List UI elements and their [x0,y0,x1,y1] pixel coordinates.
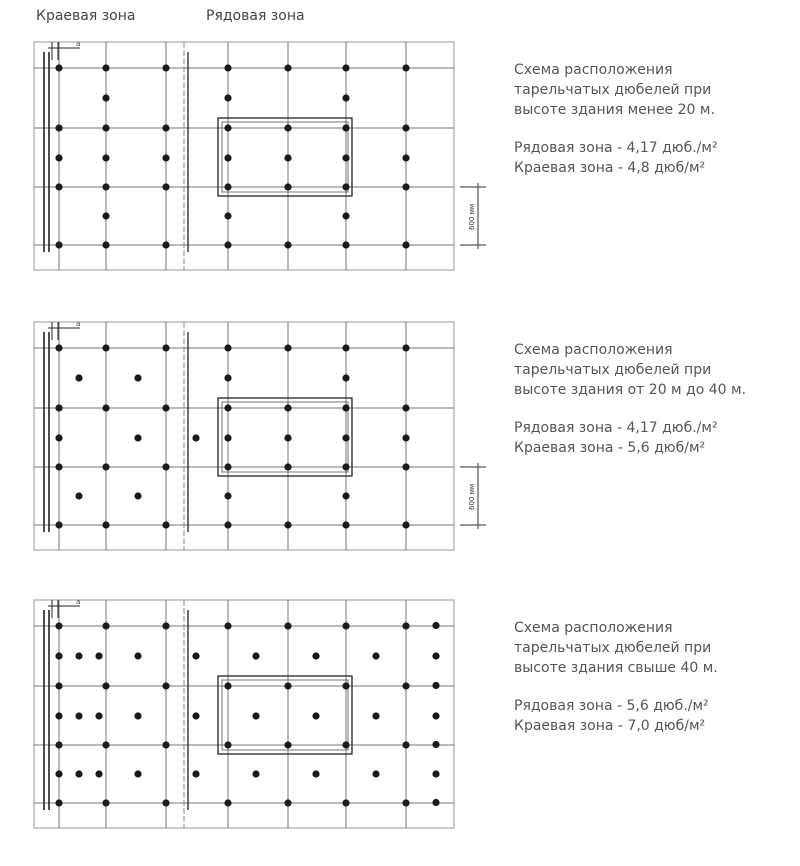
dowel-point [162,241,169,248]
scheme-title-line: тарельчатых дюбелей при [514,362,712,378]
dowel-point [102,521,109,528]
scheme-title-line: тарельчатых дюбелей при [514,640,712,656]
dowel-point [55,622,62,629]
dowel-point [284,344,291,351]
row-zone-label: Рядовая зона [206,8,305,24]
dowel-point [342,94,349,101]
dowel-point [284,183,291,190]
dowel-point [284,124,291,131]
dowel-point [284,154,291,161]
axis-label: a [76,320,81,328]
dowel-point [55,741,62,748]
dowel-point [102,94,109,101]
dowel-point [224,741,231,748]
dowel-point [102,344,109,351]
dowel-point [224,492,231,499]
dowel-point [284,799,291,806]
dowel-point [252,770,259,777]
dowel-point [55,183,62,190]
dowel-point [95,770,102,777]
dowel-point [102,154,109,161]
scheme-frame [34,42,454,270]
row-zone-density: Рядовая зона - 4,17 дюб./м² [514,140,718,156]
dowel-point [432,741,439,748]
dowel-point [162,154,169,161]
dowel-point [372,652,379,659]
dowel-point [55,241,62,248]
dowel-point [134,492,141,499]
dowel-point [162,124,169,131]
axis-label: a [76,40,81,48]
dowel-point [224,682,231,689]
dowel-point [284,241,291,248]
dowel-point [55,64,62,71]
dowel-point [224,521,231,528]
dowel-point [342,183,349,190]
dowel-point [224,212,231,219]
dowel-point [134,770,141,777]
dowel-point [75,652,82,659]
dowel-point [55,154,62,161]
dowel-point [342,344,349,351]
dowel-point [162,404,169,411]
dowel-point [55,712,62,719]
dowel-point [75,770,82,777]
dowel-point [55,404,62,411]
dowel-point [162,622,169,629]
dowel-point [284,463,291,470]
dowel-point [95,712,102,719]
scheme-description [514,60,718,178]
dowel-point [284,64,291,71]
dowel-point [192,712,199,719]
dowel-point [284,434,291,441]
dowel-point [55,124,62,131]
edge-zone-density: Краевая зона - 4,8 дюб/м² [514,160,706,176]
scheme-title-line: Схема расположения [514,62,673,78]
dowel-point [402,521,409,528]
dowel-point [312,770,319,777]
dowel-point [102,241,109,248]
dowel-point [372,712,379,719]
dowel-point [55,652,62,659]
dowel-point [224,241,231,248]
dowel-point [432,799,439,806]
dowel-point [102,124,109,131]
dowel-point [162,799,169,806]
dowel-point [342,64,349,71]
dowel-point [224,124,231,131]
scheme-title-line: Схема расположения [514,620,673,636]
dowel-point [224,154,231,161]
dowel-point [162,64,169,71]
dowel-point [432,682,439,689]
dowel-point [224,622,231,629]
dimension-label: 600 мм [468,203,476,230]
dowel-point [402,124,409,131]
dowel-point [102,64,109,71]
scheme-under-20m [0,38,800,278]
dowel-point [342,521,349,528]
dowel-point [224,799,231,806]
dowel-point [162,183,169,190]
dowel-point [102,212,109,219]
scheme-title-line: тарельчатых дюбелей при [514,82,712,98]
dowel-point [224,344,231,351]
dowel-point [402,344,409,351]
dowel-point [284,741,291,748]
dowel-point [402,154,409,161]
dowel-point [75,712,82,719]
dowel-point [95,652,102,659]
dowel-point [75,492,82,499]
dowel-point [342,374,349,381]
dowel-point [402,682,409,689]
dowel-point [134,434,141,441]
dowel-point [432,622,439,629]
dowel-point [402,404,409,411]
dowel-point [342,124,349,131]
dowel-point [55,799,62,806]
dowel-point [402,799,409,806]
dowel-point [342,434,349,441]
dowel-point [284,404,291,411]
dowel-point [192,434,199,441]
dowel-point [224,404,231,411]
edge-zone-density: Краевая зона - 7,0 дюб/м² [514,718,706,734]
dowel-point [402,64,409,71]
scheme-description [514,340,746,458]
dowel-point [312,712,319,719]
dowel-point [402,434,409,441]
dowel-point [342,212,349,219]
dowel-point [102,463,109,470]
dowel-point [224,374,231,381]
scheme-20-to-40m [0,318,800,558]
scheme-over-40m [0,596,800,836]
dowel-point [342,622,349,629]
dimension-label: 600 мм [468,483,476,510]
dowel-point [432,712,439,719]
dowel-point [224,64,231,71]
dowel-point [402,463,409,470]
dowel-point [284,682,291,689]
dowel-point [102,682,109,689]
dowel-point [342,799,349,806]
dowel-point [284,622,291,629]
dowel-point [134,712,141,719]
dowel-point [372,770,379,777]
dowel-point [134,652,141,659]
dowel-point [55,770,62,777]
edge-zone-density: Краевая зона - 5,6 дюб/м² [514,440,706,456]
scheme-title-line: высоте здания свыше 40 м. [514,660,718,676]
dowel-point [402,183,409,190]
dowel-point [402,741,409,748]
dowel-point [342,741,349,748]
dowel-point [224,94,231,101]
dowel-point [342,682,349,689]
dowel-point [312,652,319,659]
edge-zone-label: Краевая зона [36,8,136,24]
row-zone-density: Рядовая зона - 5,6 дюб./м² [514,698,709,714]
dowel-point [192,652,199,659]
scheme-title-line: высоте здания менее 20 м. [514,102,715,118]
dowel-point [342,463,349,470]
dowel-point [342,492,349,499]
dowel-point [102,799,109,806]
dowel-point [342,404,349,411]
dowel-point [162,682,169,689]
dowel-point [224,463,231,470]
scheme-description [514,618,718,736]
dowel-point [402,622,409,629]
highlight-rectangle-inner [222,680,348,750]
dowel-point [55,463,62,470]
dowel-point [342,241,349,248]
dowel-point [102,183,109,190]
row-zone-density: Рядовая зона - 4,17 дюб./м² [514,420,718,436]
dowel-point [102,404,109,411]
dowel-point [162,463,169,470]
scheme-title-line: Схема расположения [514,342,673,358]
dowel-point [55,682,62,689]
dowel-point [162,521,169,528]
dowel-point [224,183,231,190]
dowel-point [342,154,349,161]
dowel-point [284,521,291,528]
scheme-frame [34,322,454,550]
dowel-point [134,374,141,381]
dowel-point [224,434,231,441]
dowel-point [55,521,62,528]
axis-label: a [76,598,81,606]
dowel-point [252,712,259,719]
dowel-point [192,770,199,777]
dowel-point [102,622,109,629]
scheme-title-line: высоте здания от 20 м до 40 м. [514,382,747,398]
dowel-point [55,344,62,351]
dowel-point [432,652,439,659]
dowel-point [162,741,169,748]
dowel-point [55,434,62,441]
dowel-point [162,344,169,351]
dowel-point [75,374,82,381]
dowel-point [432,770,439,777]
dowel-point [402,241,409,248]
dowel-point [102,741,109,748]
dowel-point [252,652,259,659]
